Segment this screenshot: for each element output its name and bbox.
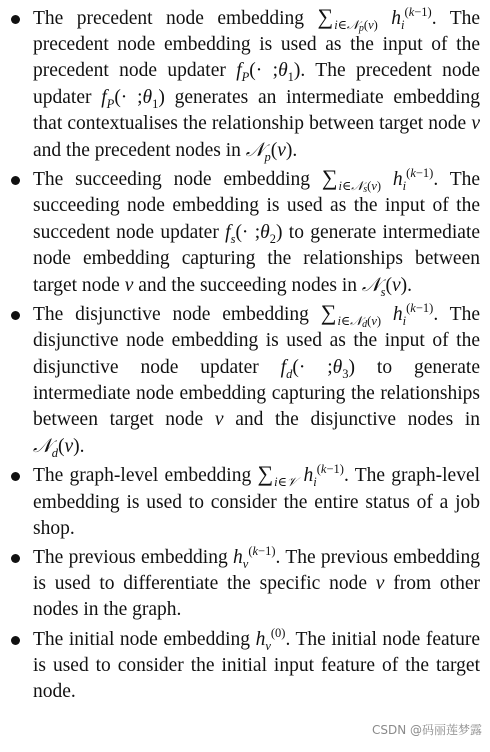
math-sum-precedent: $\sum_{i\in 𝒩_p(v)}$ $h_i^{(k-1)}$ (317, 4, 432, 34)
list-item-previous-embedding (0, 545, 490, 624)
math-ns-v: 𝒩$_s$(v) (361, 273, 408, 300)
item-intro: The succeeding node embedding (33, 169, 310, 191)
item-text: generates an intermediate embedding that contextualises the relationship between target node (33, 86, 481, 134)
item-intro: The previous embedding (33, 547, 228, 569)
item-text: . The graph-level embedding is used to consider the entire status of a job shop. (33, 465, 481, 539)
math-v: v (375, 573, 385, 595)
item-text: . The previous embedding is used to differentiate the specific node (33, 547, 481, 595)
math-updater-fp: $f_P(\cdot$ $;\theta_1$) (236, 60, 301, 85)
item-text: . The initial node feature is used to consider the initial input feature of the target node. (33, 628, 480, 703)
math-nd-v: 𝒩$_d$(v) (33, 434, 80, 461)
bullet-icon (11, 176, 20, 185)
list-item-succeeding-embedding (0, 167, 490, 299)
math-updater-fd: $f_d(\cdot$ $;\theta_3$) (280, 356, 355, 381)
item-intro: The graph-level embedding (33, 465, 252, 487)
watermark: CSDN @码丽莲梦露 (371, 723, 482, 737)
bullet-icon (11, 311, 20, 320)
item-text: . The precedent node embedding is used as the input of the precedent node updater (33, 8, 481, 82)
item-text: and the disjunctive nodes in (235, 409, 480, 431)
item-text: and the precedent nodes in (33, 140, 241, 162)
math-v: v (124, 275, 134, 297)
item-text: . (407, 275, 412, 297)
item-intro: The precedent node embedding (33, 8, 305, 29)
item-text: . The precedent node updater (33, 60, 480, 108)
math-np-v: 𝒩$_p$(v) (245, 138, 293, 165)
list-item-disjunctive-embedding (0, 302, 490, 460)
math-sum-succeeding: $\sum_{i\in 𝒩_s(v)}$ $h_i^{(k-1)}$ (321, 165, 434, 196)
math-sum-graph: $\sum_{i\in 𝒱}$ $h_i^{(k-1)}$ (257, 461, 344, 490)
item-text: and the succeeding nodes in (138, 275, 357, 297)
list-item-initial-embedding (0, 627, 490, 706)
math-v: v (471, 112, 480, 134)
math-updater-fs: $f_s(\cdot$ $;\theta_2$) (225, 221, 283, 246)
item-text: . (79, 436, 85, 458)
item-text: . (292, 140, 298, 162)
item-text: from other nodes in the graph. (33, 573, 481, 621)
math-sum-disjunctive: $\sum_{i\in 𝒩_d(v)}$ $h_i^{(k-1)}$ (320, 300, 434, 331)
bullet-icon (11, 15, 20, 24)
embedding-bullet-list (0, 6, 490, 705)
paper-page (0, 6, 490, 708)
item-intro: The initial node embedding (33, 628, 251, 650)
list-item-graph-level-embedding (0, 463, 490, 542)
item-text: . The succeeding node embedding is used as the input of the succedent node updater (33, 169, 481, 243)
math-v: v (214, 409, 224, 431)
item-text: to generate intermediate node embedding capturing the relationships between target node (33, 221, 481, 297)
bullet-icon (11, 636, 20, 645)
item-text: . The disjunctive node embedding is used as the input of the disjunctive node updater (33, 304, 480, 378)
bullet-icon (11, 554, 20, 563)
item-text: to generate intermediate node embedding capturing the relationships between target node (33, 356, 481, 431)
bullet-icon (11, 472, 20, 481)
list-item-precedent-embedding (0, 6, 490, 164)
math-updater-fp: $f_P(\cdot$ $;\theta_1$) (101, 86, 165, 111)
math-h-v-0: $h_v^{(0)}$ (255, 625, 286, 653)
item-intro: The disjunctive node embedding (33, 304, 309, 326)
math-h-v-prev: $h_v^{(k-1)}$ (233, 544, 276, 572)
